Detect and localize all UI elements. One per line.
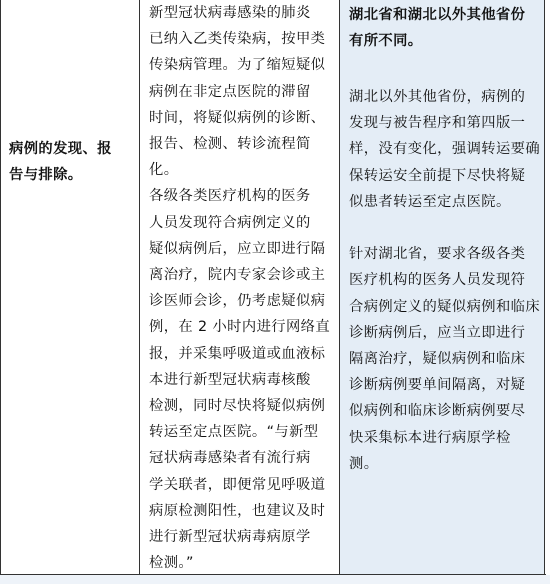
row-header-cell xyxy=(0,0,140,574)
next-row-strip xyxy=(0,575,550,584)
row-header-text: 病例的发现、报 告与排除。 xyxy=(9,141,112,184)
right-cell-body: 湖北以外其他省份，病例的 发现与被告程序和第四版一 样，没有变化，强调转运要确 保转运安全前提下尽快将疑 似患者转运至定点医院。 针对湖北省，要求各级各类 医疗机构的医务人员发现符 合病例定义的疑似病例和临床 诊断病例后，应当立即进行 隔离治疗，疑似病例和临床 诊断病例要单间隔离，对疑 似病例和临床诊断病例要尽 快采集标本进行病原学检 测。 xyxy=(349,89,541,472)
right-cell-heading: 湖北省和湖北以外其他省份 有所不同。 xyxy=(349,7,526,50)
middle-cell-text: 新型冠状病毒感染的肺炎 已纳入乙类传染病，按甲类 传染病管理。为了缩短疑似 病例在非定点医院的滞留 时间，将疑似病例的诊断、 报告、检测、转诊流程简化。 各级各类医疗机构的医务 人员发现符合病例定义的 疑似病例后，应立即进行隔 离治疗，院内专家会诊或主 诊医师会诊，仍考虑疑似病 例，在 2 小时内进行网络直 报，并采集呼吸道或血液标 本进行新型冠状病毒核酸 检测，同时尽快将疑似病例 转运至定点医院。“与新型 冠状病毒感染者有流行病 学关联者，即便常见呼吸道 病原检测阳性，也建议及时 进行新型冠状病毒病原学 检测。” xyxy=(149,5,331,572)
